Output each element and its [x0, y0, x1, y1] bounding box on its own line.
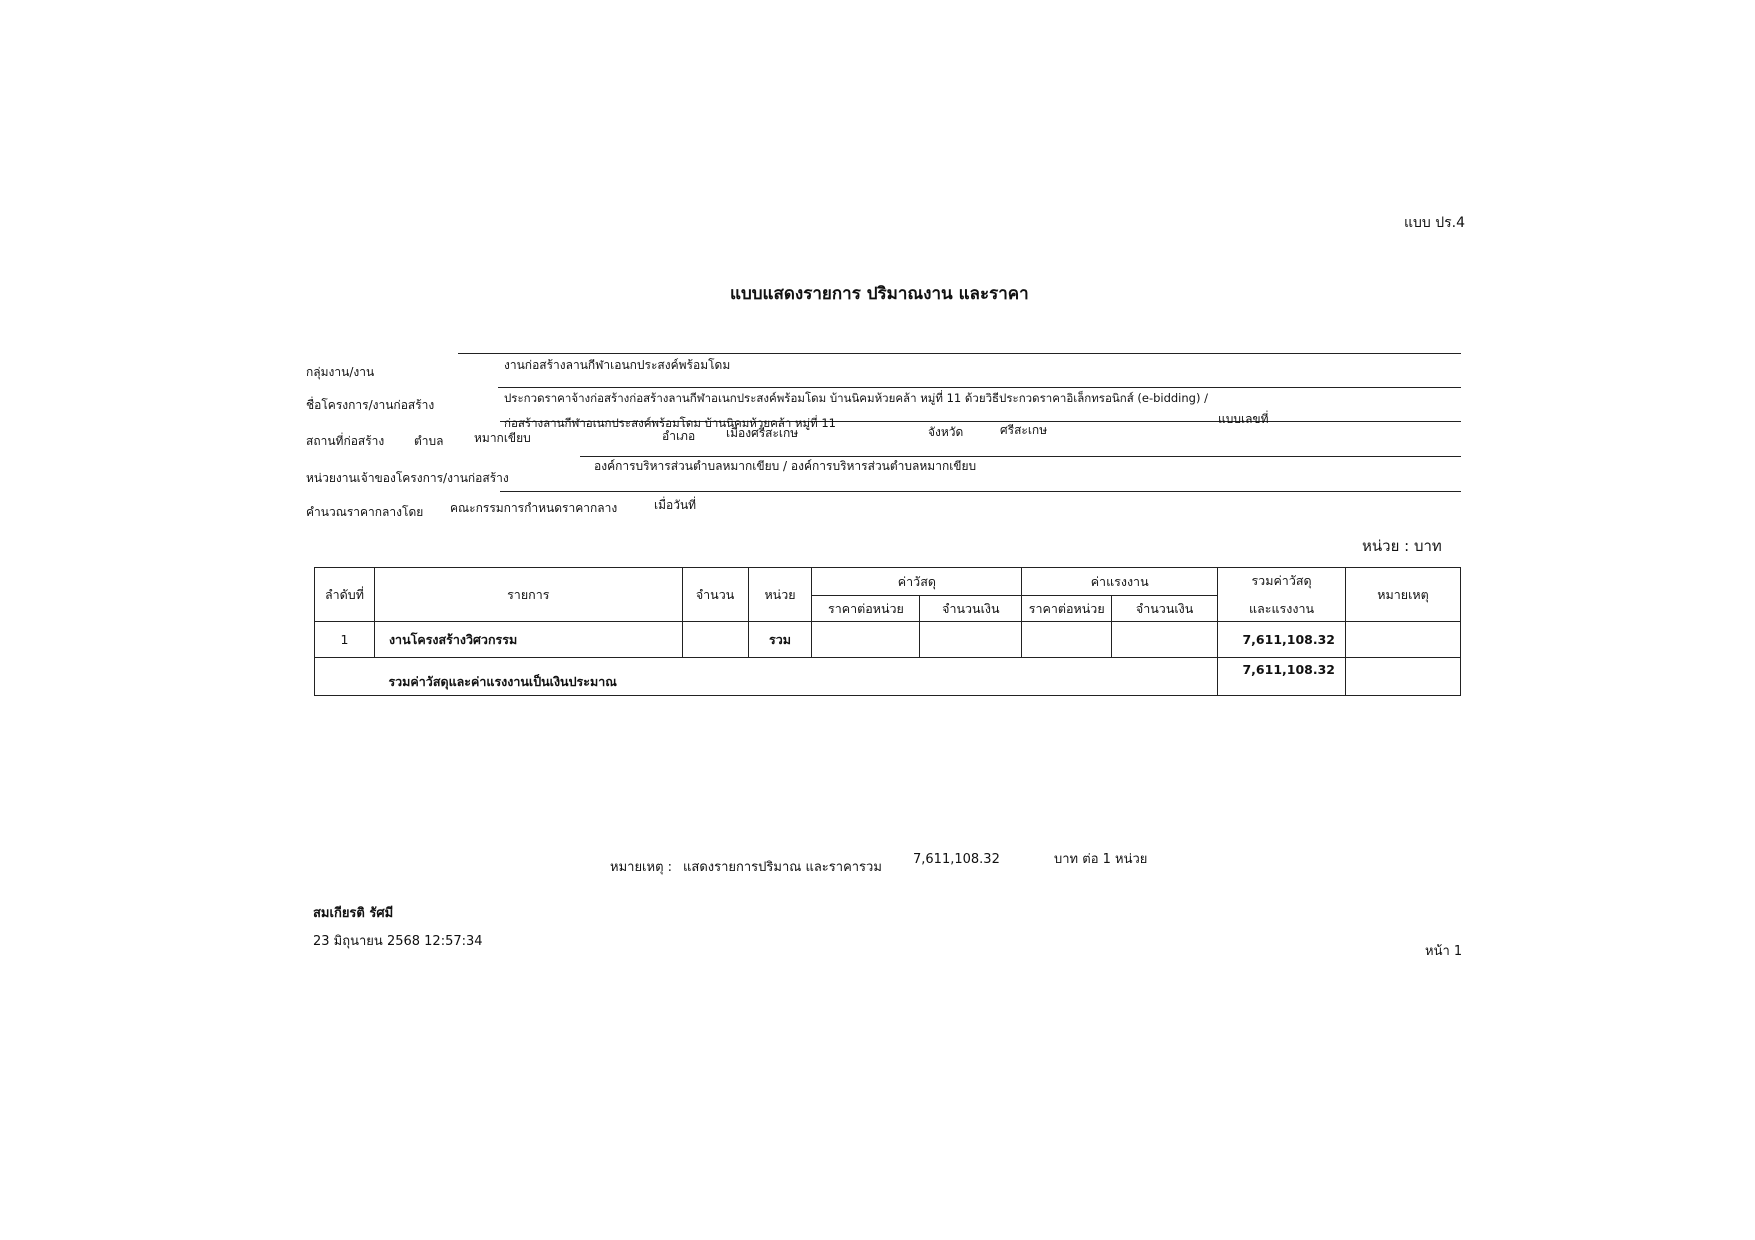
cell-material-unit-price: [812, 622, 920, 658]
table-row: [315, 622, 1461, 658]
quantity-price-table: [314, 567, 1461, 696]
amphoe-label: อำเภอ: [662, 429, 696, 443]
cell-material-amount: [920, 622, 1022, 658]
col-header-material-amount: จำนวนเงิน: [920, 596, 1022, 622]
cell-qty: [682, 622, 748, 658]
col-header-qty: จำนวน: [682, 568, 748, 622]
col-header-total-line1: รวมค่าวัสดุ: [1251, 572, 1312, 588]
footnote-text: แสดงรายการปริมาณ และราคารวม: [683, 860, 882, 875]
col-header-total: [1218, 568, 1346, 622]
col-header-labor-amount: จำนวนเงิน: [1112, 596, 1218, 622]
col-header-labor: ค่าแรงงาน: [1022, 568, 1218, 596]
signer-name: สมเกียรติ รัศมี: [313, 906, 394, 921]
project-value: ประกวดราคาจ้างก่อสร้างก่อสร้างลานกีฬาอเนกประสงค์พร้อมโดม บ้านนิคมห้วยคล้า หมู่ที่ 11 ด้วยวิธีประกวดราคาอิเล็กทรอนิกส์ (e-bidding) /: [504, 391, 1208, 405]
cell-total: 7,611,108.32: [1218, 622, 1346, 658]
page-number: หน้า 1: [1425, 944, 1463, 959]
col-header-material: ค่าวัสดุ: [812, 568, 1022, 596]
printed-timestamp: 23 มิถุนายน 2568 12:57:34: [313, 934, 483, 949]
cell-remark: [1346, 622, 1461, 658]
footnote-label: หมายเหตุ :: [610, 860, 673, 875]
header-line-project: [498, 387, 1461, 388]
col-header-unit: หน่วย: [748, 568, 812, 622]
plan-no-label: แบบเลขที่: [1218, 412, 1269, 426]
group-value: งานก่อสร้างลานกีฬาเอนกประสงค์พร้อมโดม: [504, 358, 731, 372]
header-line-calc: [500, 491, 1461, 492]
col-header-item: รายการ: [374, 568, 682, 622]
col-header-no: ลำดับที่: [315, 568, 375, 622]
col-header-labor-unit-price: ราคาต่อหน่วย: [1022, 596, 1112, 622]
cell-labor-unit-price: [1022, 622, 1112, 658]
location-label: สถานที่ก่อสร้าง: [306, 434, 385, 448]
date-label: เมื่อวันที่: [654, 498, 697, 512]
footnote-amount: 7,611,108.32: [913, 852, 1000, 867]
summary-label: รวมค่าวัสดุและค่าแรงงานเป็นเงินประมาณ: [374, 658, 1217, 696]
col-header-total-line2: และแรงงาน: [1249, 600, 1315, 616]
owner-value: องค์การบริหารส่วนตำบลหมากเขียบ / องค์การบริหารส่วนตำบลหมากเขียบ: [594, 459, 977, 473]
cell-no: 1: [315, 622, 375, 658]
cell-labor-amount: [1112, 622, 1218, 658]
col-header-remark: หมายเหตุ: [1346, 568, 1461, 622]
project-label: ชื่อโครงการ/งานก่อสร้าง: [306, 398, 435, 412]
summary-row: [315, 658, 1461, 696]
owner-label: หน่วยงานเจ้าของโครงการ/งานก่อสร้าง: [306, 471, 509, 485]
form-code: แบบ ปร.4: [1404, 215, 1466, 231]
col-header-material-unit-price: ราคาต่อหน่วย: [812, 596, 920, 622]
amphoe-value: เมืองศรีสะเกษ: [726, 426, 799, 440]
location-value: ก่อสร้างลานกีฬาอเนกประสงค์พร้อมโดม บ้านนิคมห้วยคล้า หมู่ที่ 11: [504, 416, 836, 430]
group-label: กลุ่มงาน/งาน: [306, 365, 375, 379]
province-value: ศรีสะเกษ: [1000, 423, 1048, 437]
calc-label: คำนวณราคากลางโดย: [306, 505, 424, 519]
summary-total: 7,611,108.32: [1218, 658, 1346, 696]
footnote-suffix: บาท ต่อ 1 หน่วย: [1054, 852, 1148, 867]
province-label: จังหวัด: [928, 425, 964, 439]
tambon-value: หมากเขียบ: [474, 431, 531, 445]
page-title: แบบแสดงรายการ ปริมาณงาน และราคา: [730, 284, 1029, 304]
tambon-label: ตำบล: [414, 434, 444, 448]
calc-value: คณะกรรมการกำหนดราคากลาง: [450, 501, 618, 515]
unit-label: หน่วย : บาท: [1362, 537, 1442, 555]
cell-unit: รวม: [748, 622, 812, 658]
header-line-group: [458, 353, 1461, 354]
cell-item: งานโครงสร้างวิศวกรรม: [374, 622, 682, 658]
